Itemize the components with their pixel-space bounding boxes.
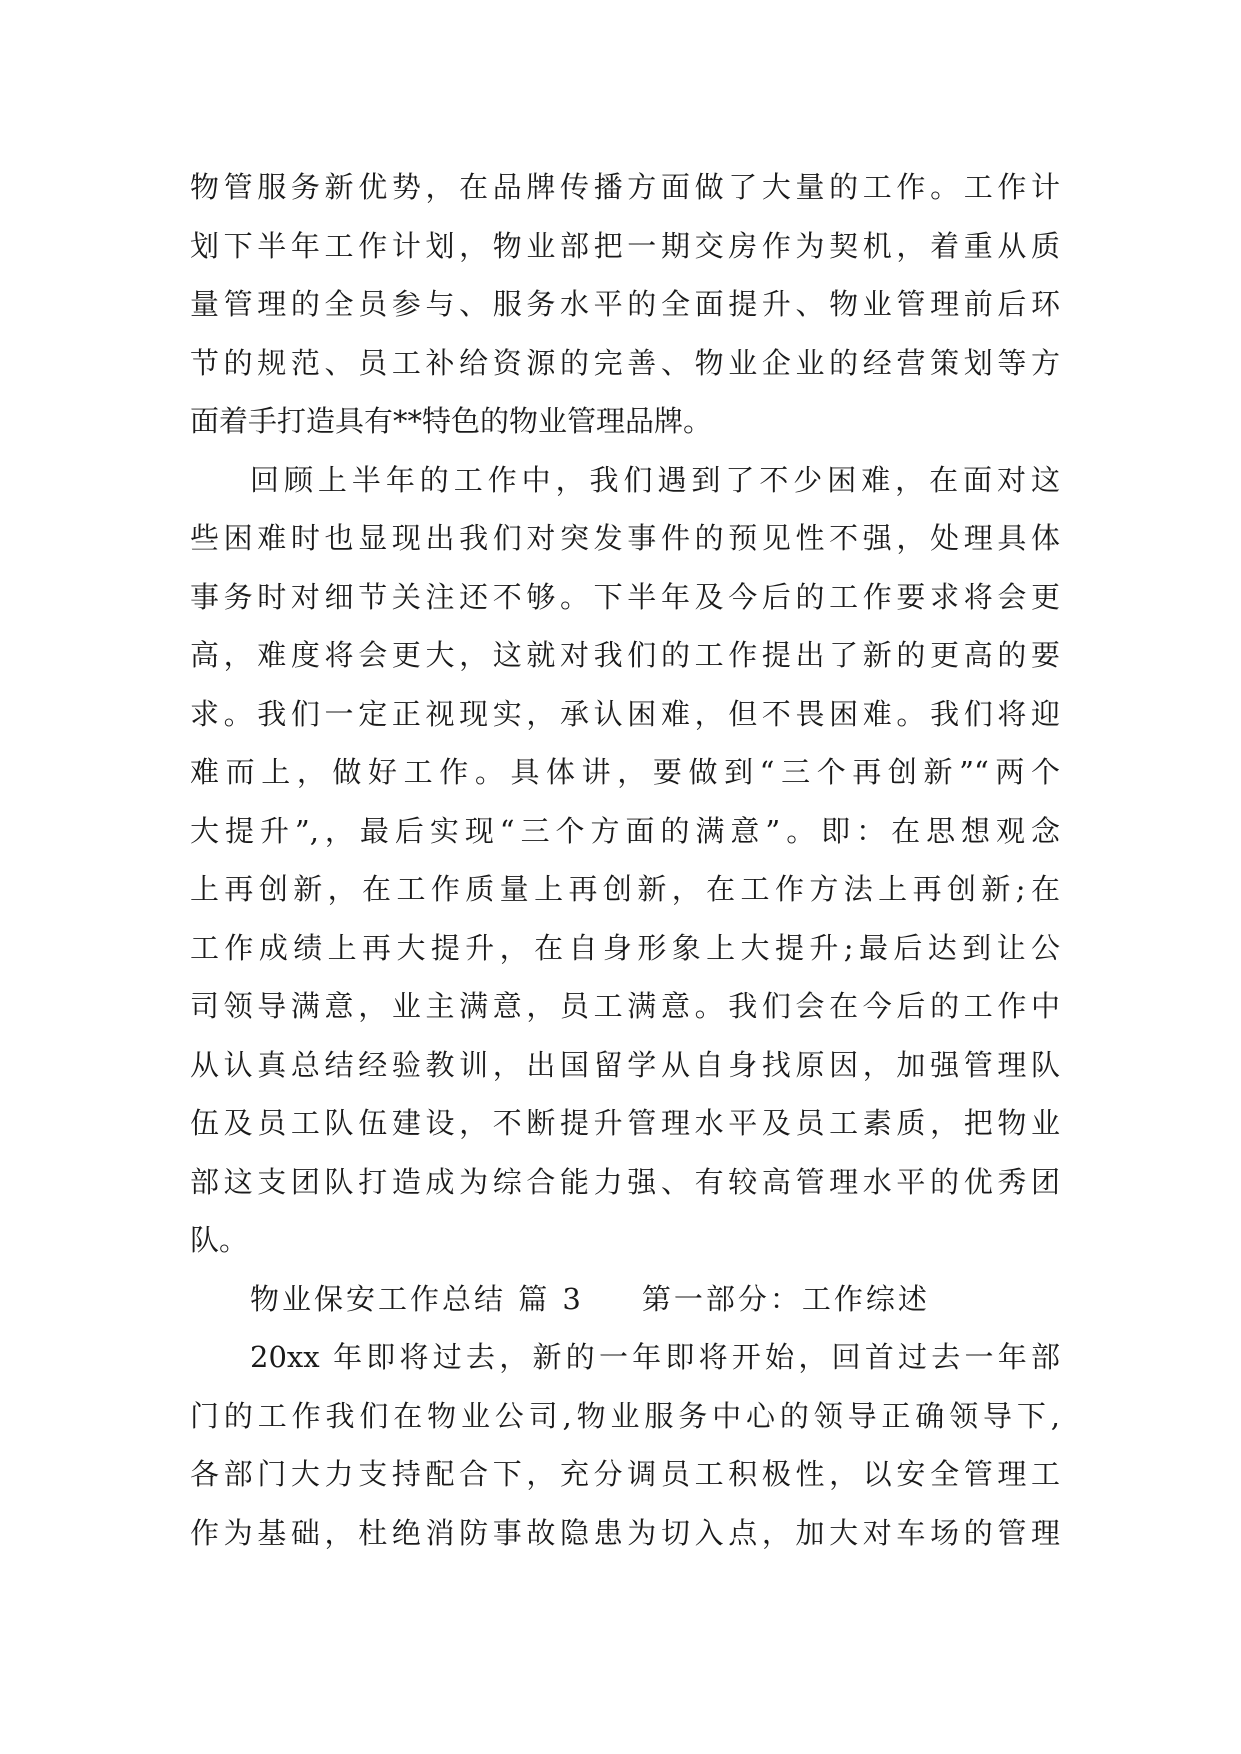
text-line: 量管理的全员参与、服务水平的全面提升、物业管理前后环 xyxy=(190,287,1060,321)
text-line: 20xx 年即将过去，新的一年即将开始，回首过去一年部 xyxy=(250,1340,1060,1374)
text-line: 作为基础，杜绝消防事故隐患为切入点，加大对车场的管理 xyxy=(190,1515,1060,1550)
document-body xyxy=(190,158,1060,1562)
text-line: 从认真总结经验教训，出国留学从自身找原因，加强管理队 xyxy=(190,1047,1060,1082)
text-line: 上再创新，在工作质量上再创新，在工作方法上再创新;在 xyxy=(190,872,1060,906)
text-line: 物管服务新优势，在品牌传播方面做了大量的工作。工作计 xyxy=(190,170,1060,204)
heading-title: 物业保安工作总结 篇 3 xyxy=(250,1281,584,1316)
text-line: 部这支团队打造成为综合能力强、有较高管理水平的优秀团 xyxy=(190,1164,1060,1199)
text-line: 高，难度将会更大，这就对我们的工作提出了新的更高的要 xyxy=(190,638,1060,672)
text-line: 大提升”,，最后实现“三个方面的满意”。即：在思想观念 xyxy=(190,813,1060,848)
paragraph xyxy=(190,1328,1060,1562)
text-line: 回顾上半年的工作中，我们遇到了不少困难，在面对这 xyxy=(250,462,1060,497)
text-line: 伍及员工队伍建设，不断提升管理水平及员工素质，把物业 xyxy=(190,1106,1060,1140)
text-line: 些困难时也显现出我们对突发事件的预见性不强，处理具体 xyxy=(190,521,1060,555)
text-line: 工作成绩上再大提升，在自身形象上大提升;最后达到让公 xyxy=(190,930,1060,965)
paragraph xyxy=(190,451,1060,1270)
text-line: 节的规范、员工补给资源的完善、物业企业的经营策划等方 xyxy=(190,345,1060,380)
text-line: 划下半年工作计划，物业部把一期交房作为契机，着重从质 xyxy=(190,228,1060,263)
paragraph xyxy=(190,158,1060,451)
text-line: 队。 xyxy=(190,1223,249,1257)
text-line: 各部门大力支持配合下，充分调员工积极性，以安全管理工 xyxy=(190,1457,1060,1491)
text-line: 事务时对细节关注还不够。下半年及今后的工作要求将会更 xyxy=(190,579,1060,614)
text-line: 门的工作我们在物业公司,物业服务中心的领导正确领导下, xyxy=(190,1398,1060,1433)
section-heading xyxy=(190,1270,1060,1329)
text-line: 面着手打造具有**特色的物业管理品牌。 xyxy=(190,404,713,438)
text-line: 难而上，做好工作。具体讲，要做到“三个再创新”“两个 xyxy=(190,755,1060,789)
text-line: 司领导满意，业主满意，员工满意。我们会在今后的工作中 xyxy=(190,989,1060,1023)
heading-section: 第一部分：工作综述 xyxy=(641,1281,930,1316)
text-line: 求。我们一定正视现实，承认困难，但不畏困难。我们将迎 xyxy=(190,696,1060,731)
